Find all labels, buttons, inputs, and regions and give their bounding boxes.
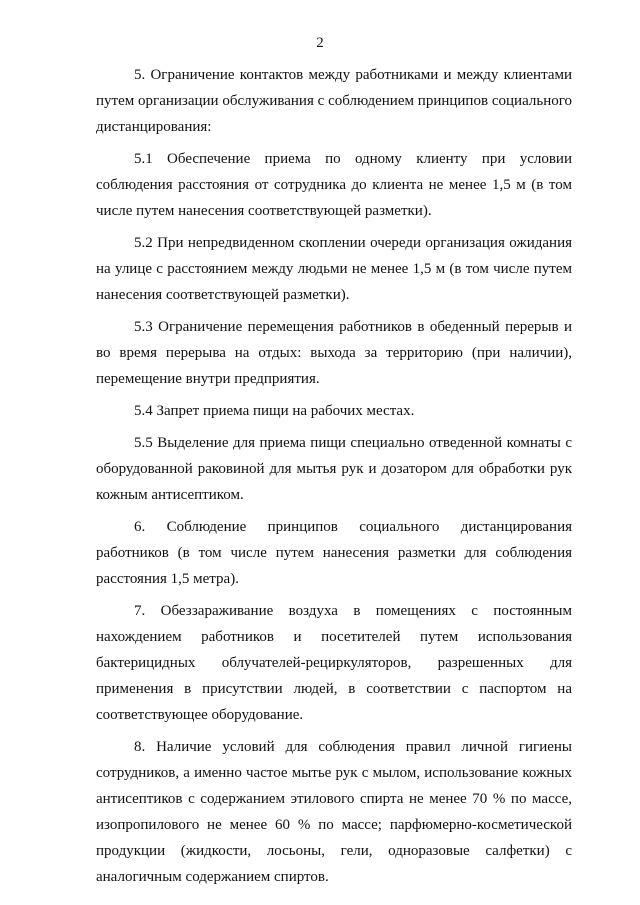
paragraph-7: 7. Обеззараживание воздуха в помещениях с постоянным нахождением работников и посетителей путем использования бактерицидных облучателей-рециркуляторов, разрешенных для применения в присутствии людей, в соответствии с паспортом на соответствующее оборудование.: [96, 603, 572, 723]
paragraph-5-2: 5.2 При непредвиденном скоплении очереди организация ожидания на улице с расстоянием между людьми не менее 1,5 м (в том числе путем нанесения соответствующей разметки).: [96, 235, 572, 303]
paragraph-5-1: 5.1 Обеспечение приема по одному клиенту при условии соблюдения расстояния от сотрудника до клиента не менее 1,5 м (в том числе путем нанесения соответствующей разметки).: [96, 151, 572, 219]
paragraph-6: 6. Соблюдение принципов социального дистанцирования работников (в том числе путем нанесения разметки для соблюдения расстояния 1,5 метра).: [96, 519, 572, 587]
paragraph-5-4: 5.4 Запрет приема пищи на рабочих местах.: [134, 403, 415, 419]
page-number: 2: [316, 35, 324, 51]
paragraph-5-3: 5.3 Ограничение перемещения работников в обеденный перерыв и во время перерыва на отдых: выхода за территорию (при наличии), перемещение внутри предприятия.: [96, 319, 572, 387]
paragraph-5-5: 5.5 Выделение для приема пищи специально отведенной комнаты с оборудованной раковиной для мытья рук и дозатором для обработки рук кожным антисептиком.: [96, 435, 572, 503]
paragraph-8: 8. Наличие условий для соблюдения правил личной гигиены сотрудников, а именно частое мытье рук с мылом, использование кожных антисептиков с содержанием этилового спирта не менее 70 % по массе, изопропилового не менее 60 % по массе; парфюмерно-косметической продукции (жидкости, лосьоны, гели, одноразовые салфетки) с аналогичным содержанием спиртов.: [96, 739, 572, 885]
paragraph-5: 5. Ограничение контактов между работниками и между клиентами путем организации обслуживания с соблюдением принципов социального дистанцирования:: [96, 67, 572, 135]
document-body: [96, 62, 572, 896]
